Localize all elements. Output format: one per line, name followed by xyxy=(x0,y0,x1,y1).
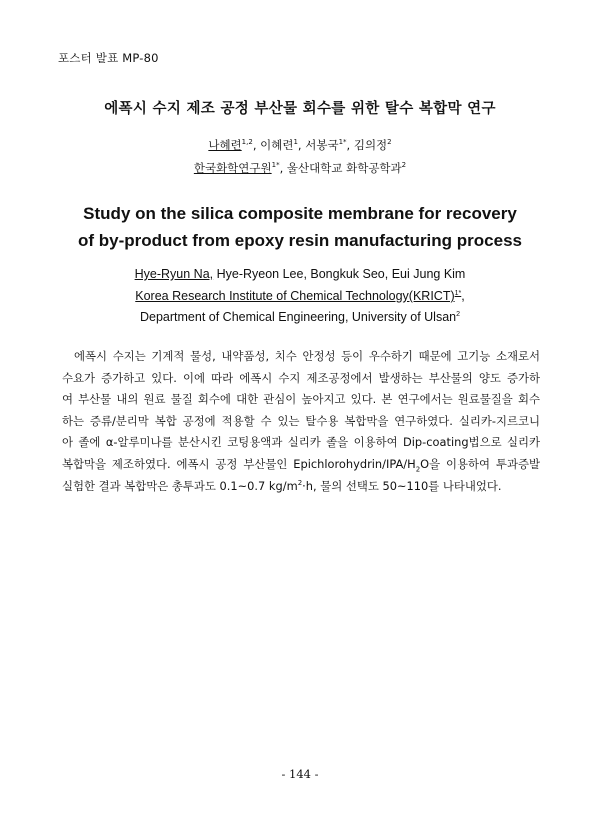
abstract-line-7b: ·h, 물의 선택도 50~110를 나타내었다. xyxy=(302,478,502,493)
author-2-sup: 1 xyxy=(293,138,298,147)
abstract-line: 에폭시 수지는 기계적 물성, 내약품성, 치수 안정성 등이 우수하기 때문에 고기능 소재로서 xyxy=(74,349,540,363)
english-affiliation-2-sup: 2 xyxy=(456,310,461,318)
author-1: 나혜련 xyxy=(208,138,242,152)
author-sep: , xyxy=(297,138,306,152)
author-2: 이혜련 xyxy=(260,138,294,152)
author-4-sup: 2 xyxy=(387,138,392,147)
author-4: 김의정 xyxy=(353,138,388,152)
author-1-sup: 1,2 xyxy=(241,138,253,147)
author-3-sup: 1* xyxy=(338,138,347,147)
abstract-superscript: 2 xyxy=(297,478,303,487)
abstract-subscript: 2 xyxy=(415,465,421,474)
abstract-line: 아 졸에 α-알루미나를 분산시킨 코팅용액과 실리카 졸을 이용하여 Dip-coating법으로 실리카 xyxy=(62,435,540,450)
english-affiliation-2 xyxy=(0,310,600,324)
abstract-line xyxy=(62,454,540,476)
abstract-line: 수요가 증가하고 있다. 이에 따라 에폭시 수지 제조공정에서 발생하는 부산물의 양도 증가하 xyxy=(62,370,540,385)
author-3: 서봉국 xyxy=(305,138,339,152)
english-first-author: Hye-Ryun Na, xyxy=(134,267,214,281)
english-affiliation-1-text: Korea Research Institute of Chemical Technology(KRICT) xyxy=(135,289,455,303)
english-title xyxy=(0,200,600,254)
abstract-line xyxy=(62,476,540,498)
poster-label: 포스터 발표 MP-80 xyxy=(58,51,159,65)
abstract-line: 하는 증류/분리막 복합 공정에 적용할 수 있는 탈수용 복합막을 연구하였다. 실리카-지르코니 xyxy=(62,413,540,428)
abstract-line: 여 부산물 내의 원료 물질 회수에 대한 관심이 높아지고 있다. 본 연구에서는 원료물질을 회수 xyxy=(62,392,540,407)
affiliation-2: 울산대학교 화학공학과 xyxy=(286,161,402,175)
english-affiliation-2-text: Department of Chemical Engineering, University of Ulsan xyxy=(139,310,457,324)
author-sep: , xyxy=(252,138,261,152)
affiliation-sep: , xyxy=(279,161,287,175)
affiliation-1: 한국화학연구원 xyxy=(193,161,272,175)
english-title-line-2: of by-product from epoxy resin manufacturing process xyxy=(78,231,522,250)
abstract-line-7a: 실험한 결과 복합막은 총투과도 0.1~0.7 kg/m xyxy=(62,478,298,493)
english-affiliation-1 xyxy=(0,289,600,303)
author-sep: , xyxy=(346,138,354,152)
affiliation-1-sup: 1* xyxy=(271,161,280,170)
abstract-body xyxy=(62,346,540,497)
affiliation-2-sup: 2 xyxy=(401,161,407,170)
english-affiliation-1-sup: 1* xyxy=(454,289,462,297)
abstract-line-6b: O을 이용하여 투과증발 xyxy=(420,456,540,471)
english-affiliation-1-tail: , xyxy=(461,289,465,303)
english-other-authors: Hye-Ryeon Lee, Bongkuk Seo, Eui Jung Kim xyxy=(213,267,466,281)
abstract-line-6a: 복합막을 제조하였다. 에폭시 공정 부산물인 Epichlorohydrin/IPA/H xyxy=(62,456,416,471)
english-authors xyxy=(0,267,600,281)
korean-authors xyxy=(0,137,600,153)
page-number: - 144 - xyxy=(281,767,319,781)
korean-affiliations xyxy=(0,160,600,176)
korean-title: 에폭시 수지 제조 공정 부산물 회수를 위한 탈수 복합막 연구 xyxy=(104,101,496,117)
english-title-line-1: Study on the silica composite membrane for recovery xyxy=(83,204,517,223)
